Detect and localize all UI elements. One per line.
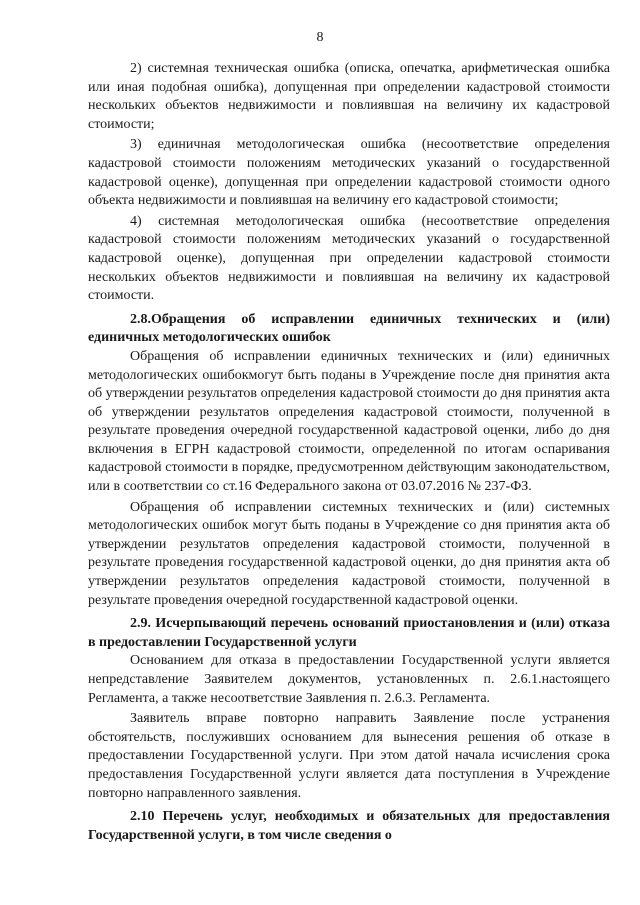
section-heading-2-9: 2.9. Исчерпывающий перечень оснований приостановления и (или) отказа в предоставлении Государственной услуги — [88, 616, 610, 650]
paragraph-systemic-methodological-error: 4) системная методологическая ошибка (несоответствие определения кадастровой стоимости положениям методических указаний о государственной кадастровой оценке), допущенная при определении кадастровой стоимости нескольких объектов недвижимости и повлиявшая на величину их кадастровой стоимости. — [88, 213, 610, 304]
page-number: 8 — [316, 30, 324, 45]
paragraph-systemic-errors-appeals: Обращения об исправлении системных технических и (или) системных методологических ошибок могут быть поданы в Учреждение со дня принятия акта об утверждении результатов определения кадастровой стоимости, полученной в результате проведения государственной кадастровой оценки, до дня принятия акта об утверждении результатов определения кадастровой стоимости, полученной в результате проведения очередной государственной кадастровой оценки. — [88, 499, 610, 608]
paragraph-systemic-technical-error: 2) системная техническая ошибка (описка, опечатка, арифметическая ошибка или иная подобная ошибка), допущенная при определении кадастровой стоимости нескольких объектов недвижимости и повлиявшая на величину их кадастровой стоимости; — [88, 61, 610, 132]
paragraph-single-errors-appeals: Обращения об исправлении единичных технических и (или) единичных методологических ошибокмогут быть поданы в Учреждение после дня принятия акта об утверждении результатов определения кадастровой стоимости до дня принятия акта об утверждении результатов определения кадастровой стоимости, полученной в результате проведения очередной государственной кадастровой оценки, либо до дня включения в ЕГРН кадастровой стоимости, определенной по итогам оспаривания кадастровой стоимости в порядке, предусмотренном действующим законодательством, или в соответствии со ст.16 Федерального закона от 03.07.2016 № 237-ФЗ. — [88, 348, 610, 495]
section-heading-2-8: 2.8.Обращения об исправлении единичных технических и (или) единичных методологических ошибок — [88, 311, 610, 346]
paragraph-resubmission: Заявитель вправе повторно направить Заявление после устранения обстоятельств, послуживших основанием для вынесения решения об отказе в предоставлении Государственной услуги. При этом датой начала исчисления срока предоставления Государственной услуги является дата поступления в Учреждение повторно направленного заявления. — [88, 711, 610, 801]
section-heading-2-10: 2.10 Перечень услуг, необходимых и обязательных для предоставления Государственной услуги, в том числе сведения о — [88, 809, 610, 843]
paragraph-single-methodological-error: 3) единичная методологическая ошибка (несоответствие определения кадастровой стоимости положениям методических указаний о государственной кадастровой оценке), допущенная при определении кадастровой стоимости одного объекта недвижимости и повлиявшая на величину его кадастровой стоимости; — [88, 137, 610, 209]
paragraph-refusal-grounds: Основанием для отказа в предоставлении Государственной услуги является непредставление Заявителем документов, установленных п. 2.6.1.настоящего Регламента, а также несоответствие Заявления п. 2.6.3. Регламента. — [88, 653, 610, 706]
